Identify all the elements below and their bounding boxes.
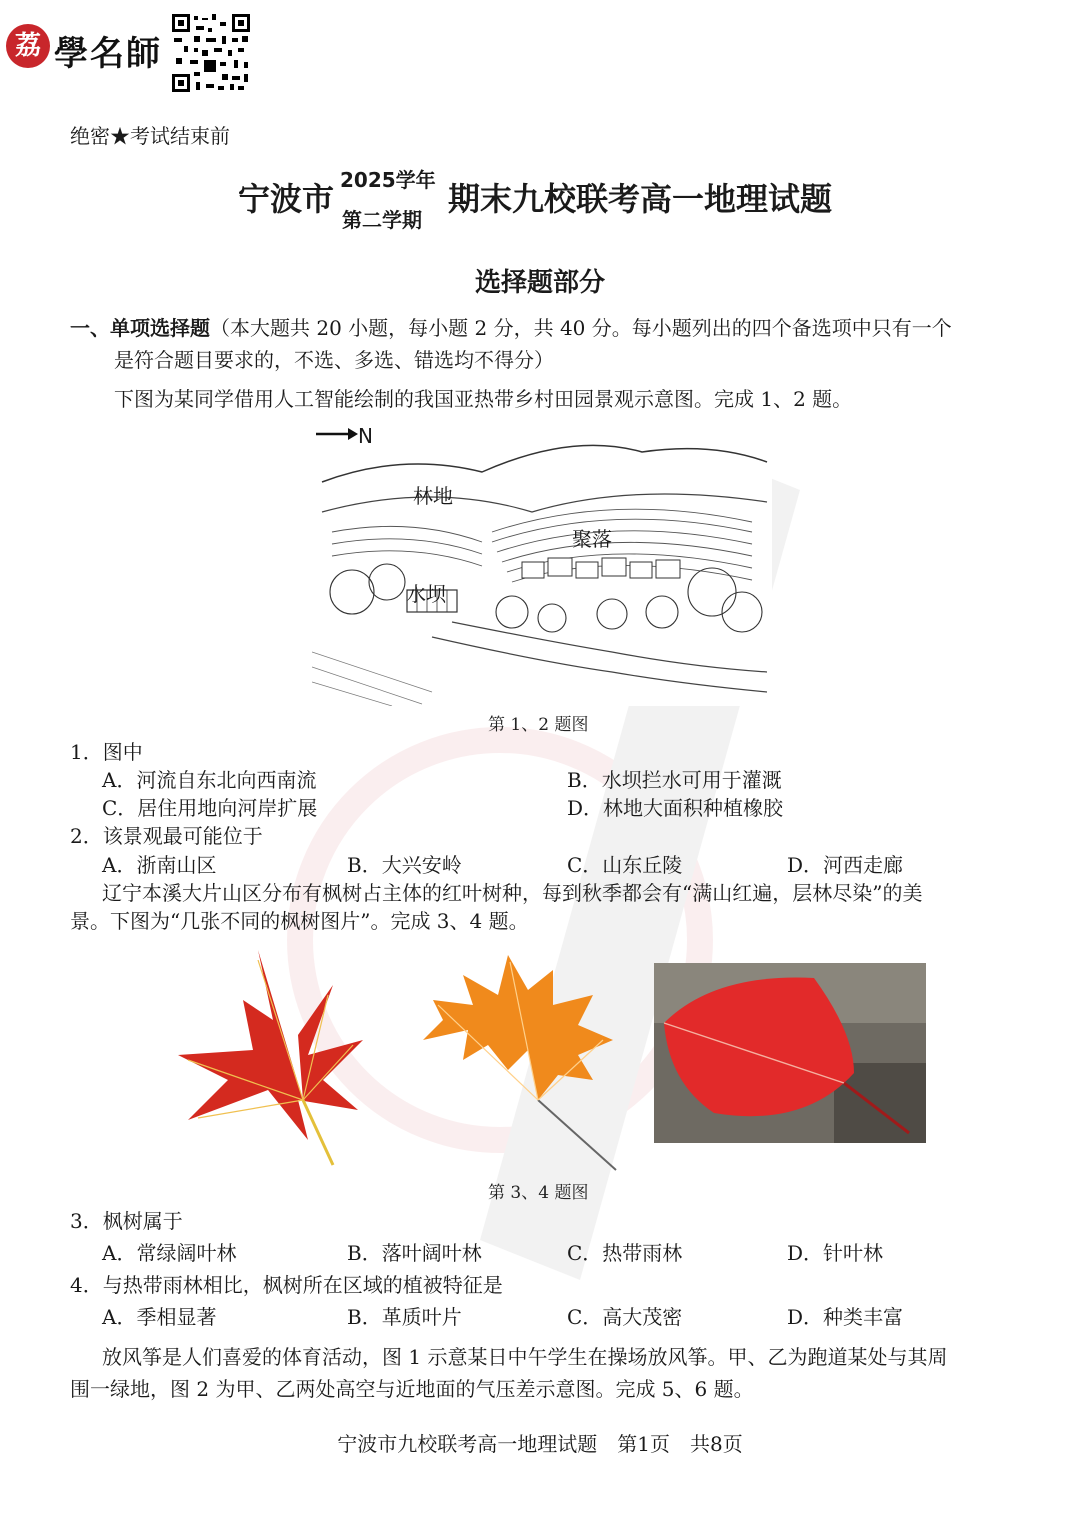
- q1-stem: 1．图中: [70, 740, 143, 764]
- exam-title: [0, 168, 1080, 232]
- q1-option-c: C．居住用地向河岸扩展: [102, 796, 318, 820]
- confidential-note: 绝密★考试结束前: [70, 124, 230, 148]
- q2-option-a: A．浙南山区: [102, 853, 217, 877]
- q3-stem: 3．枫树属于: [70, 1209, 183, 1233]
- part1-heading: 一、单项选择题: [70, 316, 210, 340]
- q3-option-b: B．落叶阔叶林: [347, 1241, 482, 1265]
- q4-option-d: D．种类丰富: [787, 1305, 904, 1329]
- title-city: 宁波市: [238, 180, 335, 218]
- qr-code-icon: [170, 12, 252, 94]
- intro-q5-6-line1: 放风筝是人们喜爱的体育活动，图 1 示意某日中午学生在操场放风筝。甲、乙为跑道某处与其周: [102, 1345, 948, 1369]
- part1-instruction-line1: [70, 312, 952, 344]
- title-year: 2025学年: [340, 168, 436, 192]
- maple-leaf-photo: [654, 963, 926, 1143]
- figure1-caption: 第 1、2 题图: [488, 715, 589, 735]
- q3-option-d: D．针叶林: [787, 1241, 884, 1265]
- section-title: 选择题部分: [474, 268, 605, 298]
- north-label: N: [358, 424, 373, 448]
- figure2-caption: 第 3、4 题图: [488, 1183, 589, 1203]
- landscape-figure: [312, 422, 772, 706]
- title-term: 第二学期: [342, 208, 422, 232]
- intro-q5-6-line2: 围一绿地，图 2 为甲、乙两处高空与近地面的气压差示意图。完成 5、6 题。: [70, 1377, 754, 1401]
- label-dam: 水坝: [406, 582, 446, 606]
- brand-name: 學名師: [54, 34, 162, 74]
- title-main: 期末九校联考高一地理试题: [448, 180, 833, 218]
- q4-option-a: A．季相显著: [102, 1305, 217, 1329]
- q1-option-a: A．河流自东北向西南流: [102, 768, 317, 792]
- q1-option-d: D．林地大面积种植橡胶: [567, 796, 784, 820]
- q4-option-c: C．高大茂密: [567, 1305, 683, 1329]
- q1-option-b: B．水坝拦水可用于灌溉: [567, 768, 782, 792]
- q2-option-c: C．山东丘陵: [567, 853, 683, 877]
- part1-instruction-line2: 是符合题目要求的，不选、多选、错选均不得分）: [114, 348, 554, 372]
- page-footer: 宁波市九校联考高一地理试题 第1页 共8页: [337, 1432, 743, 1456]
- maple-leaf-red-icon: [158, 940, 368, 1170]
- brand-logo-badge: 荔: [6, 24, 50, 68]
- intro-q1-2: 下图为某同学借用人工智能绘制的我国亚热带乡村田园景观示意图。完成 1、2 题。: [114, 387, 853, 411]
- label-settlement: 聚落: [572, 527, 612, 551]
- q4-stem: 4．与热带雨林相比，枫树所在区域的植被特征是: [70, 1273, 503, 1297]
- q2-option-b: B．大兴安岭: [347, 853, 462, 877]
- q3-option-a: A．常绿阔叶林: [102, 1241, 237, 1265]
- intro-q3-4-line1: 辽宁本溪大片山区分布有枫树占主体的红叶树种，每到秋季都会有“满山红遍，层林尽染”的美: [102, 881, 923, 905]
- q2-option-d: D．河西走廊: [787, 853, 904, 877]
- part1-instruction-text: （本大题共 20 小题，每小题 2 分，共 40 分。每小题列出的四个备选项中只有一个: [210, 316, 952, 340]
- intro-q3-4-line2: 景。下图为“几张不同的枫树图片”。完成 3、4 题。: [70, 909, 529, 933]
- maple-leaf-orange-icon: [418, 950, 623, 1175]
- label-forest: 林地: [413, 484, 453, 508]
- q4-option-b: B．革质叶片: [347, 1305, 462, 1329]
- q3-option-c: C．热带雨林: [567, 1241, 683, 1265]
- q2-stem: 2．该景观最可能位于: [70, 824, 263, 848]
